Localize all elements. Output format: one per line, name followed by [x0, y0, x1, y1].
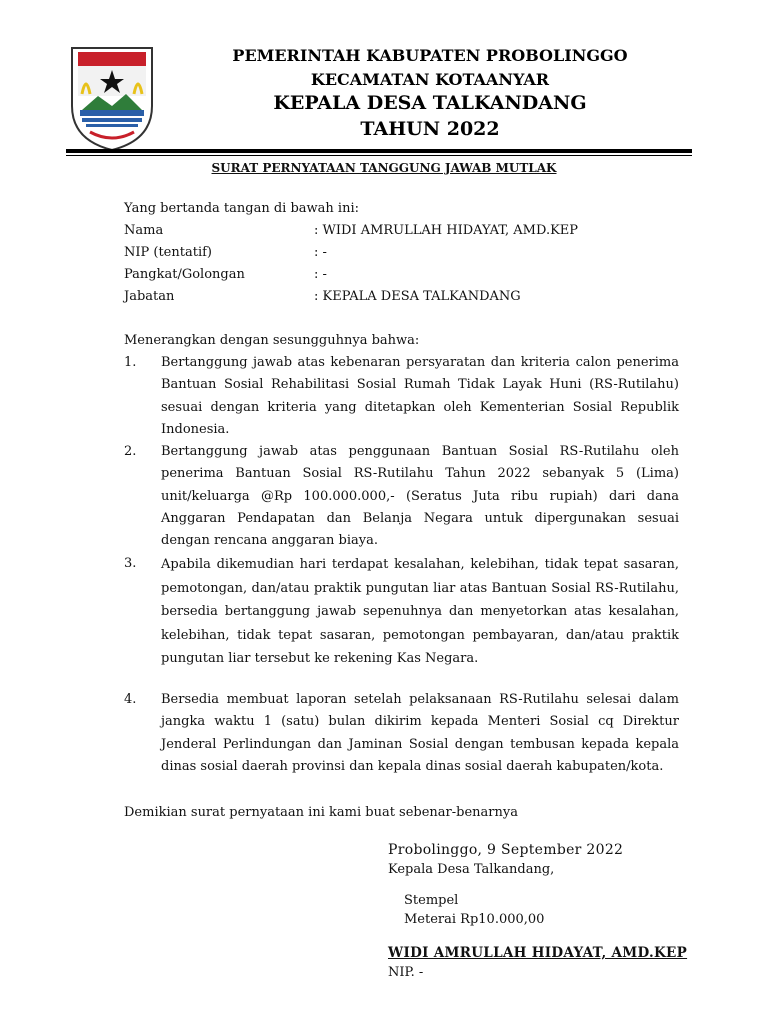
- meterai-label: Meterai Rp10.000,00: [404, 912, 545, 927]
- field-label-rank: Pangkat/Golongan: [124, 267, 245, 282]
- item-number: 2.: [124, 444, 137, 459]
- header-year: TAHUN 2022: [360, 118, 500, 140]
- intro-text: Yang bertanda tangan di bawah ini:: [124, 201, 359, 216]
- field-value-position: : KEPALA DESA TALKANDANG: [314, 289, 521, 304]
- header-government: PEMERINTAH KABUPATEN PROBOLINGGO: [232, 46, 628, 65]
- regency-emblem-icon: [68, 44, 156, 152]
- item-text: Bertanggung jawab atas penggunaan Bantuan Sosial RS-Rutilahu oleh penerima Bantuan Sosial RS-Rutilahu Tahun 2022 sebanyak 5 (Lima) unit/keluarga @Rp 100.000.000,- (Seratus Juta ribu rupiah) dari dana Anggaran Pendapatan dan Belanja Negara untuk dipergunakan sesuai dengan rencana anggaran biaya.: [161, 444, 679, 549]
- document-title: SURAT PERNYATAAN TANGGUNG JAWAB MUTLAK: [211, 161, 557, 175]
- item-text: Bertanggung jawab atas kebenaran persyaratan dan kriteria calon penerima Bantuan Sosial Rehabilitasi Sosial Rumah Tidak Layak Huni (RS-Rutilahu) sesuai dengan kriteria yang ditetapkan oleh Kementerian Sosial Republik Indonesia.: [161, 355, 679, 437]
- field-label-name: Nama: [124, 223, 164, 238]
- item-number: 4.: [124, 692, 137, 707]
- statement-intro: Menerangkan dengan sesungguhnya bahwa:: [124, 333, 420, 348]
- header-district: KECAMATAN KOTAANYAR: [310, 70, 550, 89]
- field-value-nip: : -: [314, 245, 327, 260]
- field-label-position: Jabatan: [124, 289, 175, 304]
- item-text: Apabila dikemudian hari terdapat kesalahan, kelebihan, tidak tepat sasaran, pemotongan, dan/atau praktik pungutan liar atas Bantuan Sosial RS-Rutilahu, bersedia bertanggung jawab sepenuhnya dan menyetorkan atas kesalahan, kelebihan, tidak tepat sasaran, pemotongan pembayaran, dan/atau praktik pungutan liar tersebut ke rekening Kas Negara.: [161, 557, 679, 666]
- item-number: 1.: [124, 355, 137, 370]
- field-label-nip: NIP (tentatif): [124, 245, 212, 260]
- header-divider-thick: [66, 149, 692, 153]
- signer-nip: NIP. -: [388, 965, 424, 980]
- item-text: Bersedia membuat laporan setelah pelaksanaan RS-Rutilahu selesai dalam jangka waktu 1 (satu) bulan dikirim kepada Menteri Sosial cq Direktur Jenderal Perlindungan dan Jaminan Sosial dengan tembusan kepada kepala dinas sosial daerah provinsi dan kepala dinas sosial daerah kabupaten/kota.: [161, 692, 679, 774]
- closing-statement: Demikian surat pernyataan ini kami buat sebenar-benarnya: [124, 805, 518, 820]
- field-value-rank: : -: [314, 267, 327, 282]
- item-number: 3.: [124, 556, 137, 571]
- signature-place-date: Probolinggo, 9 September 2022: [388, 842, 624, 858]
- field-value-name: : WIDI AMRULLAH HIDAYAT, AMD.KEP: [314, 223, 579, 238]
- signer-name: WIDI AMRULLAH HIDAYAT, AMD.KEP: [388, 945, 688, 961]
- stamp-label: Stempel: [404, 893, 459, 908]
- signature-position: Kepala Desa Talkandang,: [388, 862, 555, 877]
- header-village-head: KEPALA DESA TALKANDANG: [273, 92, 587, 114]
- header-divider-thin: [66, 155, 692, 156]
